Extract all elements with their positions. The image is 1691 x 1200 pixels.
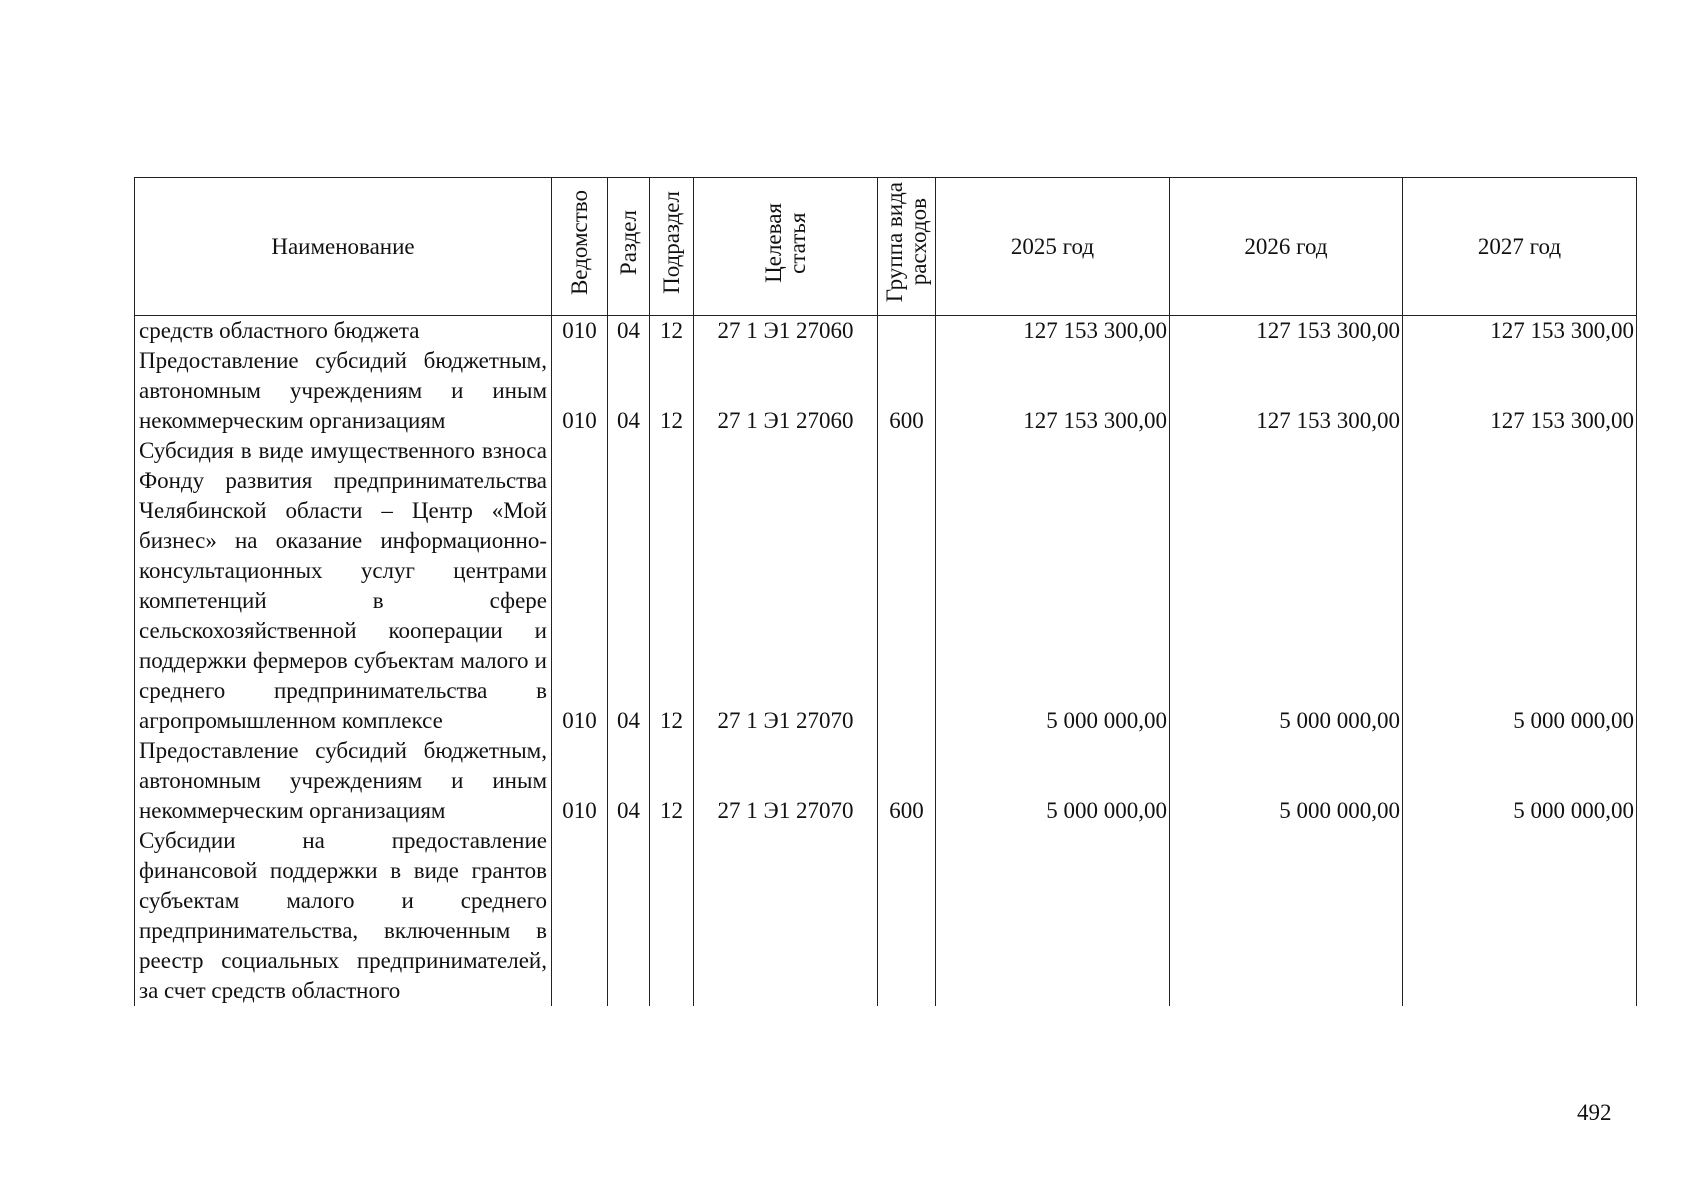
page-number: 492 [1577, 1100, 1612, 1125]
table-row [135, 436, 1637, 736]
row-razdel [608, 826, 650, 1006]
row-name: Субсидии на предоставление финансовой поддержки в виде грантов субъектам малого и среднего предпринимательства, включенным в реестр социальных предпринимателей, за счет средств областного [135, 826, 552, 1006]
row-name: Субсидия в виде имущественного взноса Фонду развития предпринимательства Челябинской области – Центр «Мой бизнес» на оказание информационно-консультационных услуг центрами компетенций в сфере сельскохозяйственной кооперации и поддержки фермеров субъектам малого и среднего предпринимательства в агропромышленном комплексе [135, 436, 552, 736]
table-row [135, 346, 1637, 436]
header-podrazdel: Подраздел [650, 178, 694, 316]
row-amount-2027: 127 153 300,00 [1403, 346, 1637, 436]
row-vedomstvo: 010 [552, 316, 608, 347]
row-vedomstvo: 010 [552, 346, 608, 436]
row-expense-group [878, 826, 936, 1006]
row-target-article [694, 826, 878, 1006]
header-expense-group: Группа вида расходов [878, 178, 936, 316]
row-amount-2025: 127 153 300,00 [936, 316, 1170, 347]
row-podrazdel: 12 [650, 316, 694, 347]
row-amount-2027 [1403, 826, 1637, 1006]
header-year-2025: 2025 год [936, 178, 1170, 316]
budget-table [134, 177, 1637, 1006]
row-amount-2026: 5 000 000,00 [1170, 436, 1403, 736]
row-razdel: 04 [608, 736, 650, 826]
header-year-2026: 2026 год [1170, 178, 1403, 316]
row-name: Предоставление субсидий бюджетным, автономным учреждениям и иным некоммерческим организациям [135, 736, 552, 826]
row-amount-2027: 127 153 300,00 [1403, 316, 1637, 347]
row-podrazdel: 12 [650, 736, 694, 826]
row-expense-group: 600 [878, 346, 936, 436]
row-razdel: 04 [608, 346, 650, 436]
table-header-row [135, 178, 1637, 316]
table-row [135, 826, 1637, 1006]
row-expense-group: 600 [878, 736, 936, 826]
row-target-article: 27 1 Э1 27060 [694, 316, 878, 347]
row-amount-2026: 127 153 300,00 [1170, 346, 1403, 436]
row-target-article: 27 1 Э1 27070 [694, 736, 878, 826]
row-target-article: 27 1 Э1 27070 [694, 436, 878, 736]
header-target-article: Целевая статья [694, 178, 878, 316]
header-year-2027: 2027 год [1403, 178, 1637, 316]
row-podrazdel: 12 [650, 346, 694, 436]
row-expense-group [878, 436, 936, 736]
row-amount-2026: 127 153 300,00 [1170, 316, 1403, 347]
row-razdel: 04 [608, 436, 650, 736]
table-row [135, 316, 1637, 347]
row-vedomstvo: 010 [552, 736, 608, 826]
header-vedomstvo: Ведомство [552, 178, 608, 316]
row-razdel: 04 [608, 316, 650, 347]
row-expense-group [878, 316, 936, 347]
row-name: средств областного бюджета [135, 316, 552, 347]
row-amount-2025 [936, 826, 1170, 1006]
header-name: Наименование [135, 178, 552, 316]
row-amount-2026 [1170, 826, 1403, 1006]
row-target-article: 27 1 Э1 27060 [694, 346, 878, 436]
row-amount-2025: 5 000 000,00 [936, 736, 1170, 826]
row-name: Предоставление субсидий бюджетным, автономным учреждениям и иным некоммерческим организациям [135, 346, 552, 436]
row-vedomstvo: 010 [552, 436, 608, 736]
row-amount-2025: 127 153 300,00 [936, 346, 1170, 436]
table-row [135, 736, 1637, 826]
row-podrazdel: 12 [650, 436, 694, 736]
row-amount-2026: 5 000 000,00 [1170, 736, 1403, 826]
row-amount-2025: 5 000 000,00 [936, 436, 1170, 736]
row-vedomstvo [552, 826, 608, 1006]
row-amount-2027: 5 000 000,00 [1403, 436, 1637, 736]
header-razdel: Раздел [608, 178, 650, 316]
row-amount-2027: 5 000 000,00 [1403, 736, 1637, 826]
row-podrazdel [650, 826, 694, 1006]
